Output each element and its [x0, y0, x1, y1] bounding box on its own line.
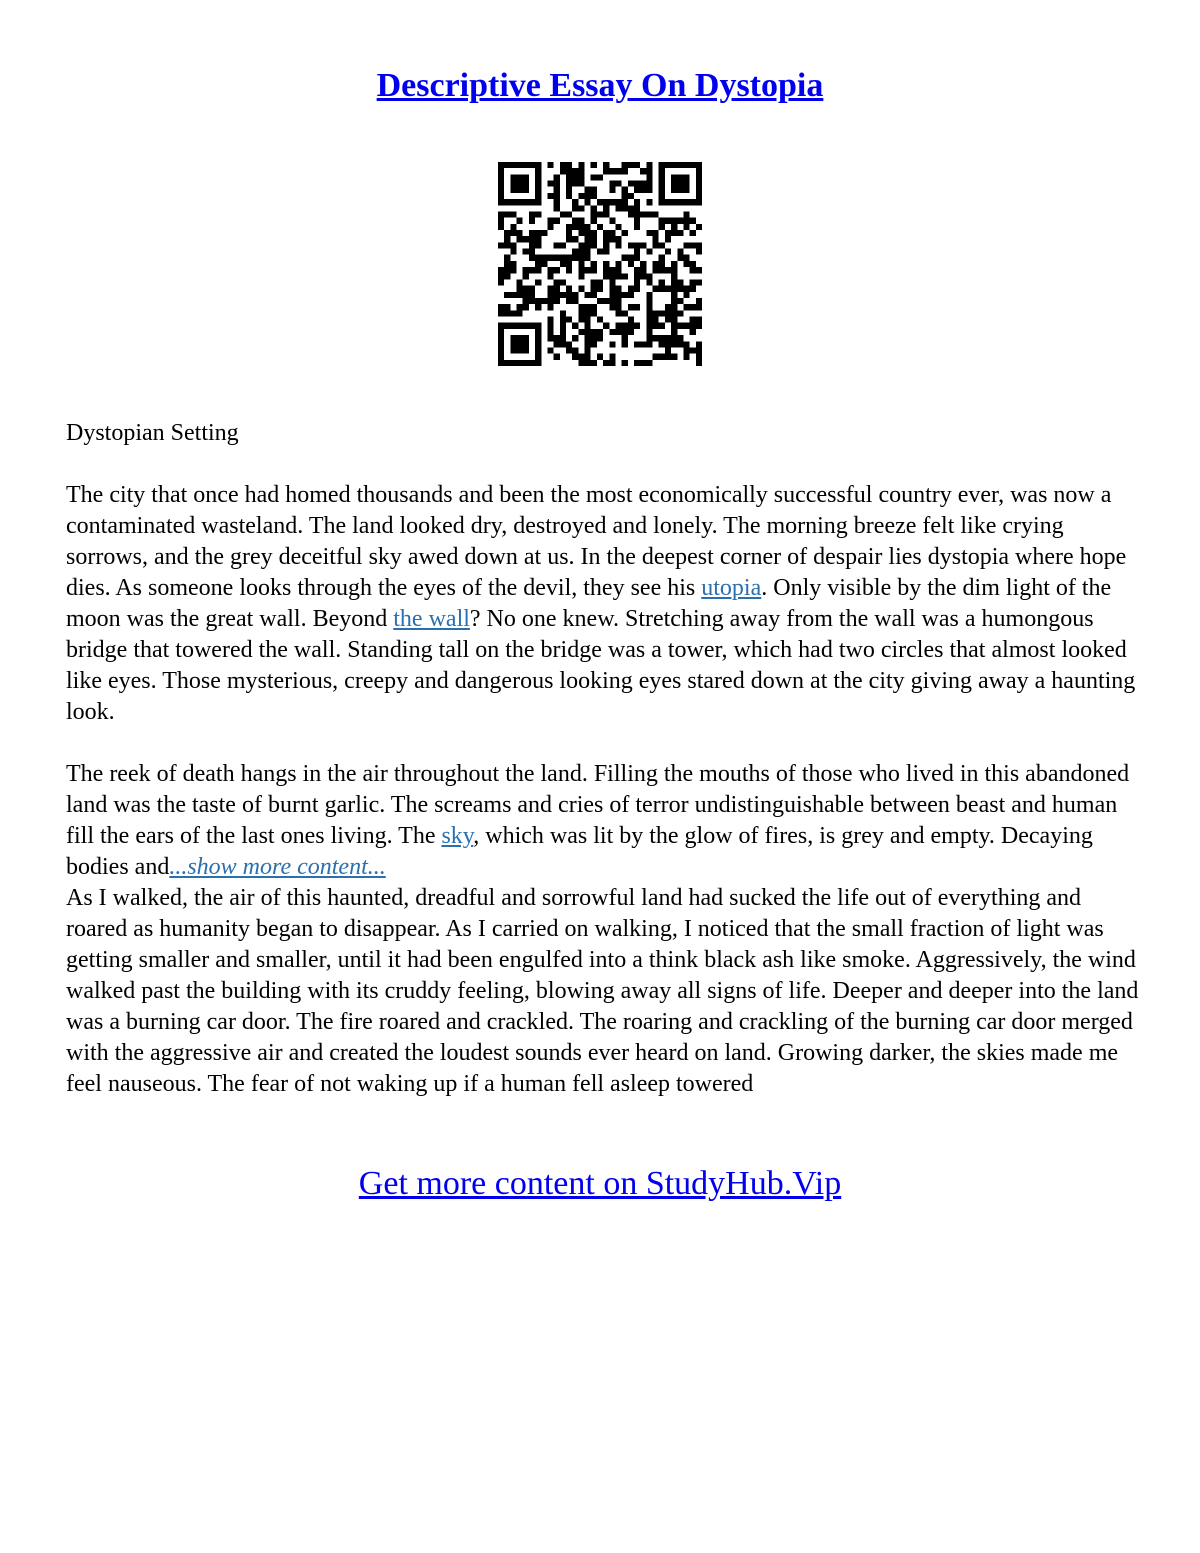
essay-body: [66, 418, 1146, 1100]
the-wall-link[interactable]: the wall: [393, 606, 470, 632]
sky-link[interactable]: sky: [441, 823, 474, 849]
paragraph-1: The city that once had homed thousands and been the most economically successful country ever, was now a contaminated wasteland. The land looked dry, destroyed and lonely. The morning breeze felt like crying sorrows, and the grey deceitful sky awed down at us. In the deepest corner of despair lies dystopia where hope dies. As someone looks through the eyes of the devil, they see his utopia. Only visible by the dim light of the moon was the great wall. Beyond the wall? No one knew. Stretching away from the wall was a humongous bridge that towered the wall. Standing tall on the bridge was a tower, which had two circles that almost looked like eyes. Those mysterious, creepy and dangerous looking eyes stared down at the city giving away a haunting look.: [66, 482, 1136, 725]
section-heading: Dystopian Setting: [66, 420, 239, 446]
footer: [0, 1162, 1200, 1206]
paragraph-3: As I walked, the air of this haunted, dreadful and sorrowful land had sucked the life out of everything and roared as humanity began to disappear. As I carried on walking, I noticed that the small fraction of light was getting smaller and smaller, until it had been engulfed into a think black ash like smoke. Aggressively, the wind walked past the building with its cruddy feeling, blowing away all signs of life. Deeper and deeper into the land was a burning car door. The fire roared and crackled. The roaring and crackling of the burning car door merged with the aggressive air and created the loudest sounds ever heard on land. Growing darker, the skies made me feel nauseous. The fear of not waking up if a human fell asleep towered: [66, 885, 1139, 1097]
show-more-link[interactable]: ...show more content...: [169, 854, 386, 880]
footer-link[interactable]: Get more content on StudyHub.Vip: [358, 1165, 842, 1202]
utopia-link[interactable]: utopia: [701, 575, 762, 601]
paragraph-2: The reek of death hangs in the air throughout the land. Filling the mouths of those who lived in this abandoned land was the taste of burnt garlic. The screams and cries of terror undistinguishable between beast and human fill the ears of the last ones living. The sky, which was lit by the glow of fires, is grey and empty. Decaying bodies and...show more content...: [66, 761, 1130, 880]
qr-code-icon: [498, 162, 702, 366]
page-title: [0, 64, 1200, 108]
title-link[interactable]: Descriptive Essay On Dystopia: [376, 67, 824, 104]
